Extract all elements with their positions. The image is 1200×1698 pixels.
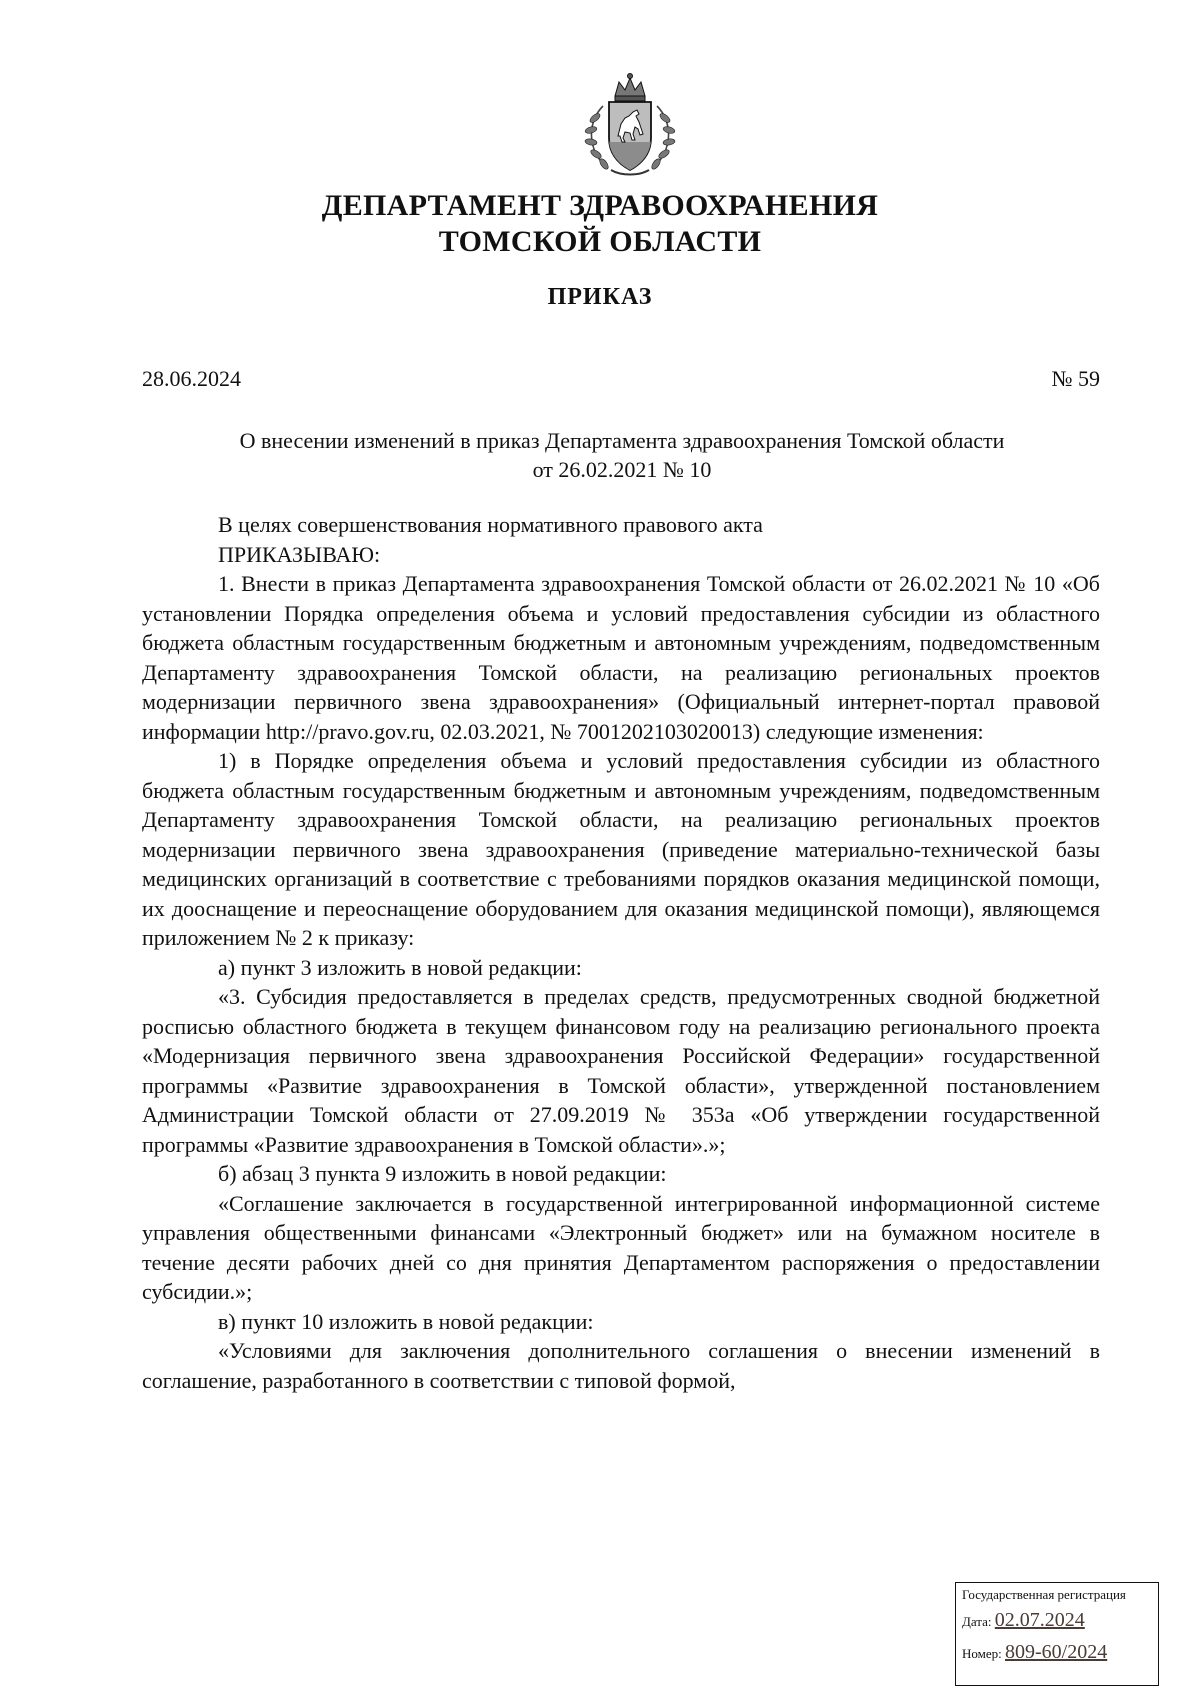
order-subject <box>142 426 1102 484</box>
order-subject-line2: от 26.02.2021 № 10 <box>532 457 712 482</box>
registration-number-label: Номер: <box>962 1646 1002 1661</box>
registration-date-value: 02.07.2024 <box>994 1609 1085 1631</box>
order-body <box>142 510 1100 1395</box>
order-number: № 59 <box>1051 366 1100 391</box>
paragraph-preamble: В целях совершенствования нормативного правового акта <box>218 512 763 537</box>
tomsk-region-coat-of-arms-icon <box>573 72 687 180</box>
paragraph-item-1: 1. Внести в приказ Департамента здравоохранения Томской области от 26.02.2021 № 10 «Об установлении Порядка определения объема и условий предоставления субсидии из областного бюджета областным государственным бюджетным и автономным учреждениям, подведомственным Департаменту здравоохранения Томской области, на реализацию региональных проектов модернизации первичного звена здравоохранения» (Официальный интернет-портал правовой информации http://pravo.gov.ru, 02.03.2021, № 7001202103020013) следующие изменения: <box>142 571 1100 744</box>
registration-number-row <box>962 1639 1152 1667</box>
paragraph-subitem-a: а) пункт 3 изложить в новой редакции: <box>218 954 582 980</box>
registration-date-row <box>962 1607 1152 1635</box>
department-name-line2: ТОМСКОЙ ОБЛАСТИ <box>438 225 762 258</box>
department-name-line1: ДЕПАРТАМЕНТ ЗДРАВООХРАНЕНИЯ <box>321 189 879 222</box>
paragraph-quote-agreement: «Соглашение заключается в государственной интегрированной информационной системе управления общественными финансами «Электронный бюджет» или на бумажном носителе в течение десяти рабочих дней со дня принятия Департаментом распоряжения о предоставлении субсидии.»; <box>142 1190 1100 1304</box>
paragraph-subitem-v: в) пункт 10 изложить в новой редакции: <box>218 1308 594 1334</box>
paragraph-subitem-b: б) абзац 3 пункта 9 изложить в новой редакции: <box>218 1161 667 1186</box>
paragraph-subitem-1: 1) в Порядке определения объема и условий предоставления субсидии из областного бюджета областным государственным бюджетным и автономным учреждениям, подведомственным Департаменту здравоохранения Томской области, на реализацию региональных проектов модернизации первичного звена здравоохранения (приведение материально-технической базы медицинских организаций в соответствие с требованиями порядков оказания медицинской помощи, их дооснащение и переоснащение оборудованием для оказания медицинской помощи), являющемся приложением № 2 к приказу: <box>142 748 1100 950</box>
paragraph-quote-point-3: «3. Субсидия предоставляется в пределах средств, предусмотренных сводной бюджетной росписью областного бюджета в текущем финансовом году на реализацию регионального проекта «Модернизация первичного звена здравоохранения Российской Федерации» государственной программы «Развитие здравоохранения в Томской области», утвержденной постановлением Администрации Томской области от 27.09.2019 № 353а «Об утверждении государственной программы «Развитие здравоохранения в Томской области».»; <box>142 984 1100 1157</box>
registration-stamp-title: Государственная регистрация <box>962 1587 1126 1602</box>
document-type: ПРИКАЗ <box>547 284 653 310</box>
registration-number-value: 809-60/2024 <box>1005 1641 1108 1663</box>
registration-stamp <box>955 1582 1159 1686</box>
registration-date-label: Дата: <box>962 1614 992 1629</box>
order-date: 28.06.2024 <box>142 366 241 391</box>
order-subject-line1: О внесении изменений в приказ Департамента здравоохранения Томской области <box>239 428 1005 453</box>
paragraph-order-word: ПРИКАЗЫВАЮ: <box>218 541 381 567</box>
paragraph-quote-conditions: «Условиями для заключения дополнительного соглашения о внесении изменений в соглашение, разработанного в соответствии с типовой формой, <box>142 1338 1100 1393</box>
